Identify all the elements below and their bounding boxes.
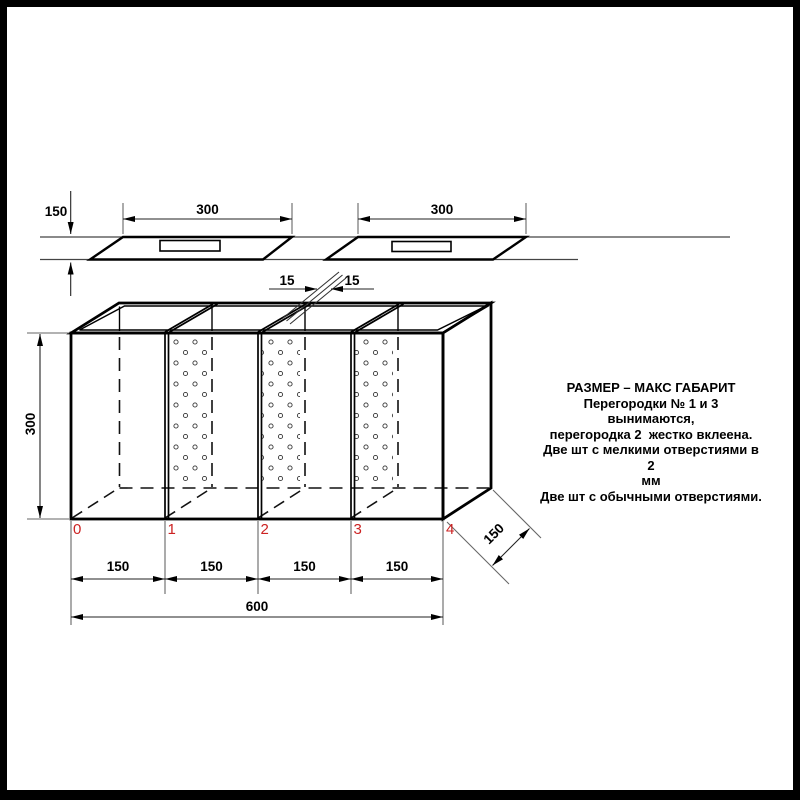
perforation-band-2 bbox=[262, 337, 300, 484]
plate-1-slot bbox=[160, 241, 220, 252]
box-view bbox=[71, 303, 491, 519]
dim-segment-1-label: 150 bbox=[106, 559, 130, 574]
dim-segment-4-label: 150 bbox=[385, 559, 409, 574]
dim-plate-height bbox=[45, 191, 71, 296]
annotation-line: мм bbox=[641, 473, 661, 488]
annotation-line: перегородка 2 жестко вклеена. bbox=[549, 426, 753, 442]
top-view bbox=[40, 191, 730, 296]
node-label-2: 2 bbox=[260, 521, 269, 538]
node-label-0: 0 bbox=[73, 521, 82, 538]
detail-dim-left-label: 15 bbox=[279, 273, 295, 288]
annotation-title: РАЗМЕР – МАКС ГАБАРИТ bbox=[566, 380, 736, 395]
node-label-1: 1 bbox=[167, 521, 176, 538]
dim-box-height-label: 300 bbox=[23, 412, 38, 436]
dim-box-height bbox=[23, 333, 69, 519]
dim-plate2-width-label: 300 bbox=[430, 202, 454, 217]
node-labels bbox=[73, 521, 454, 538]
perforation-band-1 bbox=[169, 337, 207, 484]
node-label-4: 4 bbox=[446, 521, 455, 538]
plate-2-slot bbox=[392, 242, 451, 252]
dim-box-depth-label: 150 bbox=[480, 520, 508, 548]
perforation-band-3 bbox=[355, 337, 393, 484]
dim-bottom bbox=[71, 521, 443, 625]
dim-segment-3-label: 150 bbox=[293, 559, 316, 574]
dim-total-label: 600 bbox=[245, 599, 269, 614]
dim-plate1-width bbox=[123, 202, 292, 234]
detail-dim-right-label: 15 bbox=[344, 273, 360, 288]
dim-plate1-width-label: 300 bbox=[196, 202, 219, 217]
node-label-3: 3 bbox=[353, 521, 362, 538]
annotation-line: Две шт с обычными отверстиями. bbox=[540, 488, 762, 504]
annotation-block bbox=[540, 380, 762, 504]
dim-segment-2-label: 150 bbox=[200, 559, 223, 574]
annotation-line: Две шт с мелкими отверстиями в 2 bbox=[543, 442, 763, 473]
box-right-face bbox=[443, 303, 491, 519]
dim-plate-height-label: 150 bbox=[44, 204, 68, 219]
annotation-line: Перегородки № 1 и 3 вынимаются, bbox=[583, 395, 723, 426]
dim-plate2-width bbox=[358, 202, 526, 234]
hidden-bottom-diagonals bbox=[72, 489, 397, 519]
